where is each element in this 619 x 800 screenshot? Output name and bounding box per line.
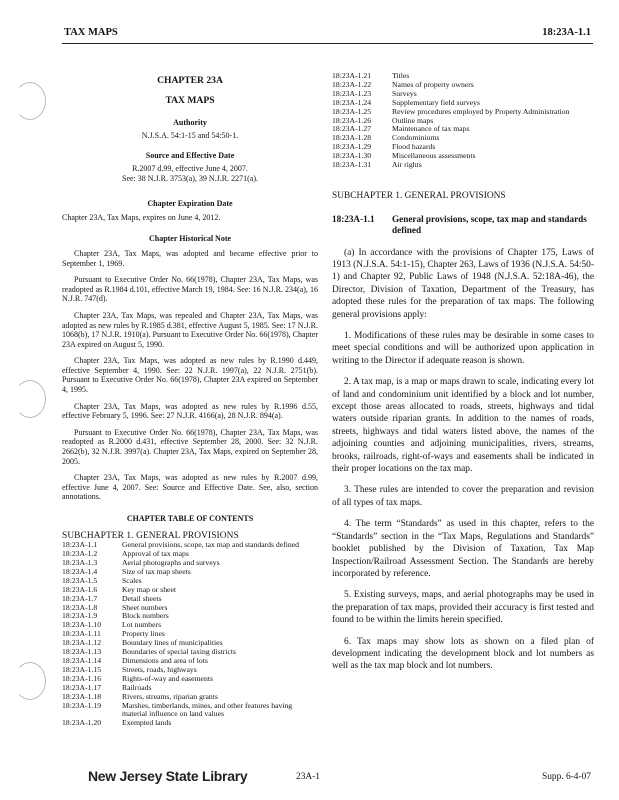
toc-entry-number: 18:23A-1.26 bbox=[332, 115, 372, 125]
toc-entry-number: 18:23A-1.5 bbox=[62, 575, 98, 585]
toc-entry-title: Rights-of-way and easements bbox=[122, 673, 213, 683]
toc-entry-title: Air rights bbox=[392, 160, 422, 170]
toc-entry-title: Boundary lines of municipalities bbox=[122, 638, 223, 648]
page-number: 23A-1 bbox=[296, 772, 320, 782]
history-paragraph: Chapter 23A, Tax Maps, was adopted and became effective prior to September 1, 1969. bbox=[62, 248, 318, 268]
source-heading: Source and Effective Date bbox=[145, 151, 235, 161]
rule-title: General provisions, scope, tax map and standards defined bbox=[392, 213, 587, 235]
toc-entry-number: 18:23A-1.27 bbox=[332, 124, 372, 134]
running-header bbox=[64, 27, 591, 41]
toc-entry-number: 18:23A-1.3 bbox=[62, 558, 98, 567]
authority-text: N.J.S.A. 54:1-15 and 54:50-1. bbox=[141, 130, 239, 140]
punch-hole-mark bbox=[14, 380, 46, 418]
toc-subchapter-heading: SUBCHAPTER 1. GENERAL PROVISIONS bbox=[62, 530, 239, 541]
header-rule bbox=[62, 43, 593, 44]
rule-paragraph: 6. Tax maps may show lots as shown on a filed plan of development indicating the development block and lot numbers as well as the tax map block and lot numbers. bbox=[332, 636, 594, 672]
toc-entry-title: Dimensions and area of lots bbox=[122, 655, 208, 665]
toc-entry-title: Key map or sheet bbox=[122, 584, 177, 594]
punch-hole-mark bbox=[14, 662, 46, 700]
rule-paragraph: 2. A tax map, is a map or maps drawn to scale, indicating every lot of land and condominium unit identified by a block and lot number, except those areas allocated to roads, streets, highways and tidal waters outside riparian grants. In addition to the names of roads, streets, highways and tidal waters listed above, the names of the adjoining counties and adjoining municipalities, rivers, streams, brooks, railroads, right-of-ways and easements shall be indicated in their proper locations on the tax map. bbox=[332, 377, 594, 475]
toc-entry-number: 18:23A-1.17 bbox=[62, 682, 102, 692]
toc-entry-title: Scales bbox=[122, 575, 142, 585]
toc-entry bbox=[62, 568, 318, 577]
history-paragraph: Chapter 23A, Tax Maps, was adopted as new rules by R.1996 d.55, effective February 5, 1996. See: 27 N.J.R. 4166(a), 28 N.J.R. 894(a). bbox=[62, 401, 318, 421]
toc-entry bbox=[62, 577, 318, 586]
rule-paragraph: 5. Existing surveys, maps, and aerial photographs may be used in the preparation of tax maps, provided their accuracy is first tested and found to be within the limits herein specified. bbox=[332, 590, 594, 626]
toc-entry-number: 18:23A-1.2 bbox=[62, 549, 98, 559]
toc-entry-number: 18:23A-1.9 bbox=[62, 611, 98, 621]
history-paragraph: Chapter 23A, Tax Maps, was adopted as new rules by R.1990 d.449, effective September 4, 1990. See: 22 N.J.R. 1997(a), 22 N.J.R. 2751(b). Pursuant to Executive Order No. 66(1978), Chapter 23A expired on September 4, 1995. bbox=[62, 356, 318, 395]
toc-entry-number: 18:23A-1.24 bbox=[332, 97, 372, 107]
toc-entry-title: Approval of tax maps bbox=[122, 549, 189, 559]
history-paragraph: Pursuant to Executive Order No. 66(1978), Chapter 23A, Tax Maps, was readopted as R.1984 d.101, effective March 19, 1984. See: 16 N.J.R. 234(a), 16 N.J.R. 747(d). bbox=[62, 275, 318, 304]
toc-entry-number: 18:23A-1.21 bbox=[332, 71, 372, 80]
toc-entry bbox=[62, 541, 318, 550]
chapter-label: CHAPTER 23A bbox=[157, 75, 223, 86]
toc-entry bbox=[332, 125, 594, 134]
toc-entry-title: Outline maps bbox=[392, 115, 434, 125]
toc-entry-title: Rivers, streams, riparian grants bbox=[122, 691, 218, 701]
subchapter-heading: SUBCHAPTER 1. GENERAL PROVISIONS bbox=[332, 190, 506, 201]
source-line: See: 38 N.J.R. 3753(a), 39 N.J.R. 2271(a). bbox=[122, 173, 258, 183]
toc-entry-title: Miscellaneous assessments bbox=[392, 151, 476, 161]
authority-heading: Authority bbox=[173, 118, 207, 128]
toc-entry-number: 18:23A-1.11 bbox=[62, 629, 101, 639]
toc-entry-number: 18:23A-1.14 bbox=[62, 655, 102, 665]
toc-entry-title: General provisions, scope, tax map and standards defined bbox=[122, 540, 299, 550]
rule-heading bbox=[332, 214, 594, 236]
history-paragraph: Chapter 23A, Tax Maps, was repealed and Chapter 23A, Tax Maps, was adopted as new rules by R.1985 d.381, effective August 5, 1985. See: 17 N.J.R. 1068(b), 17 N.J.R. 1910(a). Pursuant to Executive Order No. 66(1978), Chapter 23A expired on August 5, 1990. bbox=[62, 310, 318, 349]
toc-entry-title: Lot numbers bbox=[122, 620, 162, 630]
toc-entry-title: Railroads bbox=[122, 682, 152, 692]
toc-entry-number: 18:23A-1.29 bbox=[332, 142, 372, 152]
right-column bbox=[332, 72, 594, 682]
toc-entry-title: Names of property owners bbox=[392, 79, 474, 89]
toc-entry-number: 18:23A-1.1 bbox=[62, 540, 98, 550]
toc-entry-title: Streets, roads, highways bbox=[122, 664, 197, 674]
toc-entry-number: 18:23A-1.13 bbox=[62, 647, 102, 657]
toc-entry-number: 18:23A-1.18 bbox=[62, 691, 102, 701]
toc-entry-title: Exempted lands bbox=[122, 718, 172, 728]
source-line: R.2007 d.99, effective June 4, 2007. bbox=[132, 163, 248, 173]
toc-entry-title: Flood hazards bbox=[392, 142, 436, 152]
toc-entry-number: 18:23A-1.22 bbox=[332, 79, 372, 89]
rule-paragraph: 1. Modifications of these rules may be desirable in some cases to meet special conditions and will be authorized upon application in writing to the Director if adequate reason is shown. bbox=[332, 331, 594, 366]
left-column bbox=[62, 72, 318, 728]
library-logo: New Jersey State Library bbox=[88, 768, 248, 784]
toc-entry-title: Size of tax map sheets bbox=[122, 566, 191, 576]
expiration-text: Chapter 23A, Tax Maps, expires on June 4, 2012. bbox=[62, 212, 221, 222]
history-paragraph: Pursuant to Executive Order No. 66(1978), Chapter 23A, Tax Maps, was readopted as R.2000 d.431, effective September 28, 2000. See: 32 N.J.R. 2662(b), 32 N.J.R. 3997(a). Chapter 23A, Tax Maps, expired on September 28, 2005. bbox=[62, 427, 318, 466]
toc-entry-title: Sheet numbers bbox=[122, 602, 168, 612]
supplement-date: Supp. 6-4-07 bbox=[542, 772, 591, 782]
header-section-number: 18:23A-1.1 bbox=[542, 27, 591, 38]
toc-entry bbox=[332, 81, 594, 90]
toc-entry-number: 18:23A-1.7 bbox=[62, 593, 98, 603]
toc-list-left bbox=[62, 541, 318, 728]
toc-entry bbox=[332, 134, 594, 143]
toc-entry-title: Aerial photographs and surveys bbox=[122, 558, 220, 567]
toc-entry-title: Supplementary field surveys bbox=[392, 97, 480, 107]
toc-entry-title: Marshes, timberlands, mines, and other features having material influence on land values bbox=[122, 700, 293, 719]
toc-entry-title: Block numbers bbox=[122, 611, 169, 621]
toc-entry-number: 18:23A-1.10 bbox=[62, 620, 102, 630]
toc-entry-number: 18:23A-1.23 bbox=[332, 88, 372, 98]
toc-entry-title: Surveys bbox=[392, 88, 417, 98]
toc-entry-title: Titles bbox=[392, 71, 410, 80]
rule-paragraph: 4. The term “Standards” as used in this chapter, refers to the “Standards” section in the “Tax Maps, Regulations and Standards” booklet published by the Division of Taxation, Tax Map Inspection/Railroad Assessment Section. The Standards are hereby incorporated by reference. bbox=[332, 519, 594, 579]
history-paragraph: Chapter 23A, Tax Maps, was adopted as new rules by R.2007 d.99, effective June 4, 2007. See: Source and Effective Date. See, also, section annotations. bbox=[62, 473, 318, 502]
toc-entry bbox=[62, 586, 318, 595]
toc-entry bbox=[62, 719, 318, 728]
toc-entry bbox=[332, 152, 594, 161]
rule-paragraph: (a) In accordance with the provisions of Chapter 175, Laws of 1913 (N.J.S.A. 54:1-15), Chapter 263, Laws of 1936 (N.J.S.A. 54:50-1) and Chapter 92, Public Laws of 1948 (N.J.S.A. 52:18A-46), the Director, Division of Taxation, Department of the Treasury, has adopted these rules for the preparation of tax maps. The following general provisions apply: bbox=[332, 247, 594, 320]
toc-entry-title: Maintenance of tax maps bbox=[392, 124, 470, 134]
toc-entry bbox=[62, 604, 318, 613]
toc-entry-number: 18:23A-1.16 bbox=[62, 673, 102, 683]
toc-entry-title: Property lines bbox=[122, 629, 165, 639]
toc-list-right bbox=[332, 72, 594, 170]
toc-entry-number: 18:23A-1.15 bbox=[62, 664, 102, 674]
header-title: TAX MAPS bbox=[64, 27, 118, 38]
rule-paragraph: 3. These rules are intended to cover the preparation and revision of all types of tax maps. bbox=[332, 485, 594, 508]
toc-entry-number: 18:23A-1.20 bbox=[62, 718, 102, 728]
toc-entry-title: Boundaries of special taxing districts bbox=[122, 647, 237, 657]
toc-entry bbox=[62, 702, 318, 720]
expiration-heading: Chapter Expiration Date bbox=[147, 199, 233, 209]
toc-entry bbox=[62, 595, 318, 604]
history-heading: Chapter Historical Note bbox=[148, 234, 232, 244]
toc-entry-number: 18:23A-1.8 bbox=[62, 602, 98, 612]
toc-entry-number: 18:23A-1.12 bbox=[62, 638, 102, 648]
toc-entry-title: Detail sheets bbox=[122, 593, 162, 603]
toc-entry-number: 18:23A-1.6 bbox=[62, 584, 98, 594]
toc-entry-number: 18:23A-1.28 bbox=[332, 133, 372, 143]
toc-entry-title: Condominiums bbox=[392, 133, 440, 143]
toc-entry-number: 18:23A-1.4 bbox=[62, 566, 98, 576]
punch-hole-mark bbox=[14, 82, 46, 120]
toc-entry-number: 18:23A-1.30 bbox=[332, 151, 372, 161]
chapter-title: TAX MAPS bbox=[165, 94, 215, 106]
toc-entry bbox=[332, 161, 594, 170]
rule-number: 18:23A-1.1 bbox=[332, 213, 375, 224]
toc-heading: CHAPTER TABLE OF CONTENTS bbox=[126, 514, 254, 523]
toc-entry-number: 18:23A-1.31 bbox=[332, 160, 372, 170]
rule-body bbox=[332, 247, 594, 673]
toc-entry-number: 18:23A-1.25 bbox=[332, 106, 372, 116]
toc-entry bbox=[332, 108, 594, 117]
toc-entry-number: 18:23A-1.19 bbox=[62, 700, 102, 710]
toc-entry-title: Review procedures employed by Property Administration bbox=[392, 106, 570, 116]
